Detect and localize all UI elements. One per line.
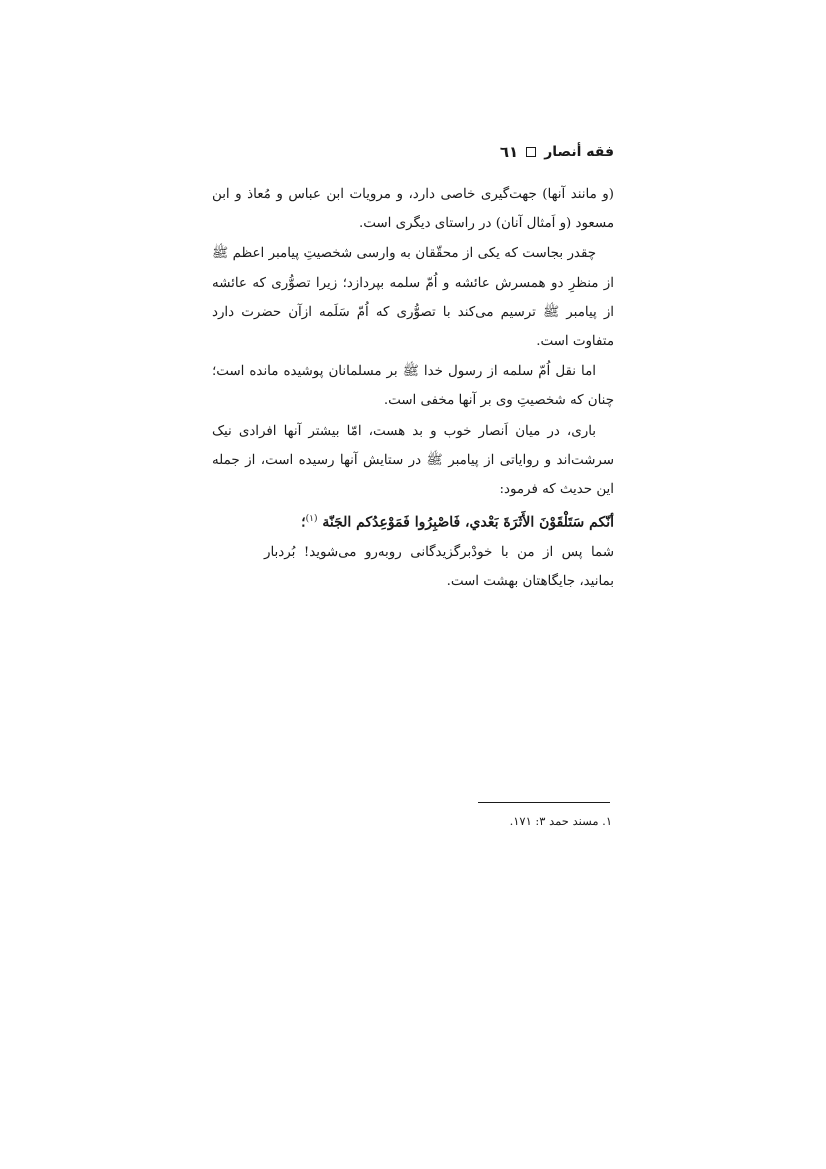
footnote: ١. مسند حمد ٣: ١٧١. [509, 814, 612, 828]
body-text [212, 180, 614, 596]
paragraph-1: (و مانند آنها) جهت‌گیری خاصی دارد، و مرویات ابن عباس و مُعاذ و ابن مسعود (و اَمثال آنان) در راستای دیگری است. [212, 187, 614, 232]
running-title: فقه أنصار [544, 144, 614, 160]
hadith-translation: شما پس از من با خودْبرگزیدگانی روبه‌رو می‌شوید! بُردبار بمانید، جایگاهتان بهشت است. [264, 544, 614, 590]
page-number: ٦١ [499, 143, 519, 161]
paragraph-2: چقدر بجاست که یکی از محقّقان به وارسی شخصیتِ پیامبر اعظم ﷺ از منظرِ دو همسرش عائشه و اُمّ سلمه بپردازد؛ زیرا تصوُّری که عائشه از پیامبر ﷺ ترسیم می‌کند با تصوُّری که اُمّ سَلَمه ازآن حضرت دارد متفاوت است. [212, 246, 614, 350]
footnote-divider [478, 802, 610, 803]
hadith-arabic-text: أنّكم سَتَلْقَوْنَ الأَثَرَةَ بَعْدي، فَاصْبِرُوا فَمَوْعِدُكم الجَنّة [322, 514, 614, 531]
running-header [500, 143, 614, 161]
paragraph-3: اما نقل اُمّ سلمه از رسول خدا ﷺ بر مسلمانان پوشیده مانده است؛ چنان که شخصیتِ وی بر آنها مخفی است. [212, 364, 614, 409]
hadith-trailing-punct: ؛ [301, 514, 306, 531]
footnote-marker[interactable]: (١) [305, 514, 318, 525]
hadith-quote [212, 504, 614, 538]
square-ornament-icon [526, 147, 536, 157]
paragraph-4: باری، در میان اَنصار خوب و بد هست، امّا بیشتر آنها افرادی نیک سرشت‌اند و روایاتی از پیامبر ﷺ در ستایش آنها رسیده است، از جمله این حدیث که فرمود: [212, 423, 614, 498]
